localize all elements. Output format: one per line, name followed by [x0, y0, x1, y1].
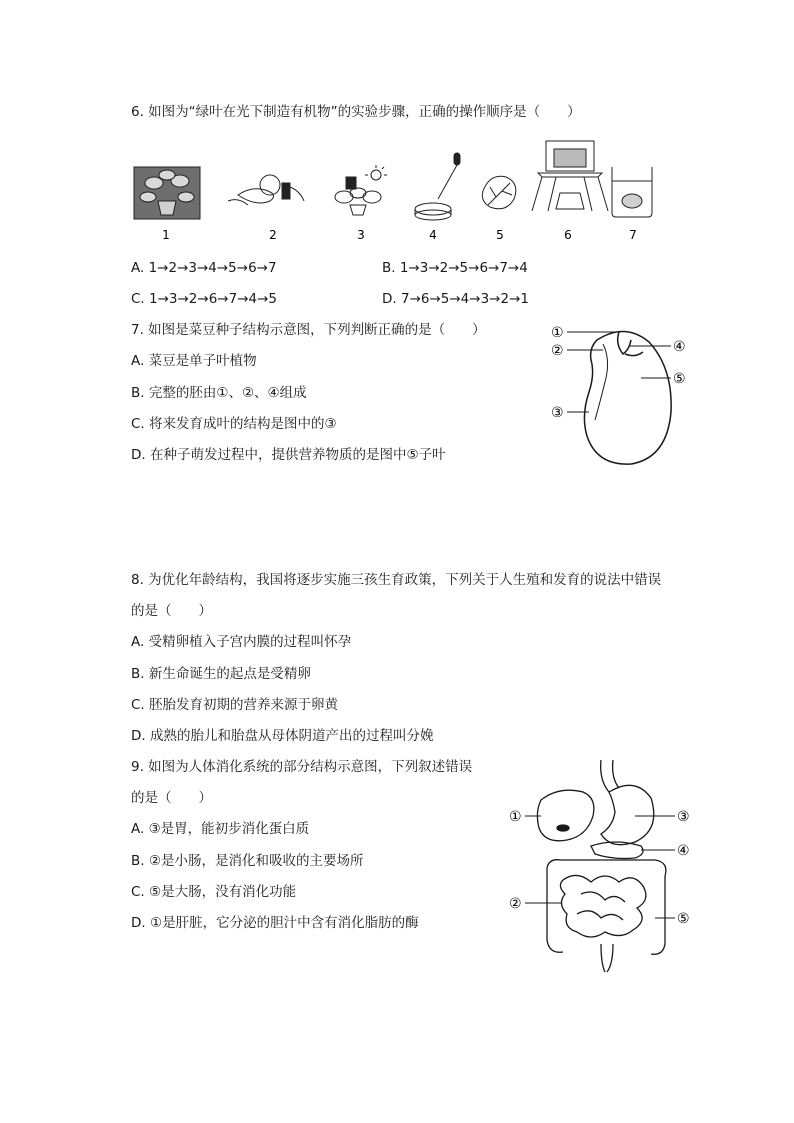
q8-option-c: C. 胚胎发育初期的营养来源于卵黄: [131, 697, 339, 713]
step3-light-plant-image: [335, 165, 387, 215]
q9-option-c: C. ⑤是大肠，没有消化功能: [131, 884, 297, 900]
step4-dropper-dish-image: [415, 153, 460, 220]
step6-water-bath-image: [532, 141, 608, 211]
step1-dark-plant-image: [134, 167, 200, 219]
step2-cover-leaf-image: [228, 175, 304, 205]
step-label-5: 5: [496, 228, 504, 242]
q9-option-b: B. ②是小肠，是消化和吸收的主要场所: [131, 853, 364, 869]
q7-option-b: B. 完整的胚由①、②、④组成: [131, 385, 307, 401]
step-label-1: 1: [162, 228, 170, 242]
bean-label-4: ④: [673, 339, 686, 355]
q9-option-a: A. ③是胃，能初步消化蛋白质: [131, 821, 310, 837]
step5-leaf-image: [482, 176, 515, 209]
q8-option-a: A. 受精卵植入子宫内膜的过程叫怀孕: [131, 634, 352, 650]
q8-option-d: D. 成熟的胎儿和胎盘从母体阴道产出的过程叫分娩: [131, 728, 434, 744]
q6-option-d: D. 7→6→5→4→3→2→1: [382, 291, 529, 307]
step7-beaker-image: [612, 167, 652, 217]
seed-coat-outline: [584, 331, 671, 464]
digestive-label-2: ②: [509, 896, 522, 912]
q7-option-a: A. 菜豆是单子叶植物: [131, 353, 257, 369]
digestive-label-3: ③: [677, 809, 690, 825]
q9-stem-line2: 的是（ ）: [131, 790, 212, 806]
q9-stem-line1: 9. 如图为人体消化系统的部分结构示意图，下列叙述错误: [131, 759, 473, 775]
digestive-label-4: ④: [677, 843, 690, 859]
liver-shape: [537, 790, 593, 841]
plumule-shape: [618, 332, 631, 354]
digestive-label-1: ①: [509, 809, 522, 825]
q8-stem-line2: 的是（ ）: [131, 603, 212, 619]
q8-option-b: B. 新生命诞生的起点是受精卵: [131, 666, 311, 682]
digestive-label-5: ⑤: [677, 911, 690, 927]
step-label-3: 3: [357, 228, 365, 242]
q6-stem: 6. 如图为“绿叶在光下制造有机物”的实验步骤，正确的操作顺序是（ ）: [131, 104, 581, 120]
bean-label-2: ②: [551, 343, 564, 359]
large-intestine-shape: [547, 860, 666, 955]
q8-stem-line1: 8. 为优化年龄结构，我国将逐步实施三孩生育政策，下列关于人生殖和发育的说法中错误: [131, 572, 662, 588]
q6-option-a: A. 1→2→3→4→5→6→7: [131, 260, 277, 276]
bean-label-5: ⑤: [673, 371, 686, 387]
step-label-7: 7: [629, 228, 637, 242]
q7-bean-seed-figure: [545, 320, 695, 470]
stomach-shape: [601, 785, 654, 844]
q6-option-c: C. 1→3→2→6→7→4→5: [131, 291, 278, 307]
step-label-4: 4: [429, 228, 437, 242]
step-label-6: 6: [564, 228, 572, 242]
small-intestine-shape: [560, 875, 645, 937]
q7-option-d: D. 在种子萌发过程中，提供营养物质的是图中⑤子叶: [131, 447, 446, 463]
bean-label-3: ③: [551, 405, 564, 421]
step-label-2: 2: [269, 228, 277, 242]
q6-option-b: B. 1→3→2→5→6→7→4: [382, 260, 528, 276]
q9-option-d: D. ①是肝脏，它分泌的胆汁中含有消化脂肪的酶: [131, 915, 419, 931]
q6-steps-figure: [128, 135, 678, 245]
q7-option-c: C. 将来发育成叶的结构是图中的③: [131, 416, 337, 432]
q7-stem: 7. 如图是菜豆种子结构示意图，下列判断正确的是（ ）: [131, 322, 486, 338]
q9-digestive-system-figure: [505, 760, 695, 976]
bean-label-1: ①: [551, 325, 564, 341]
